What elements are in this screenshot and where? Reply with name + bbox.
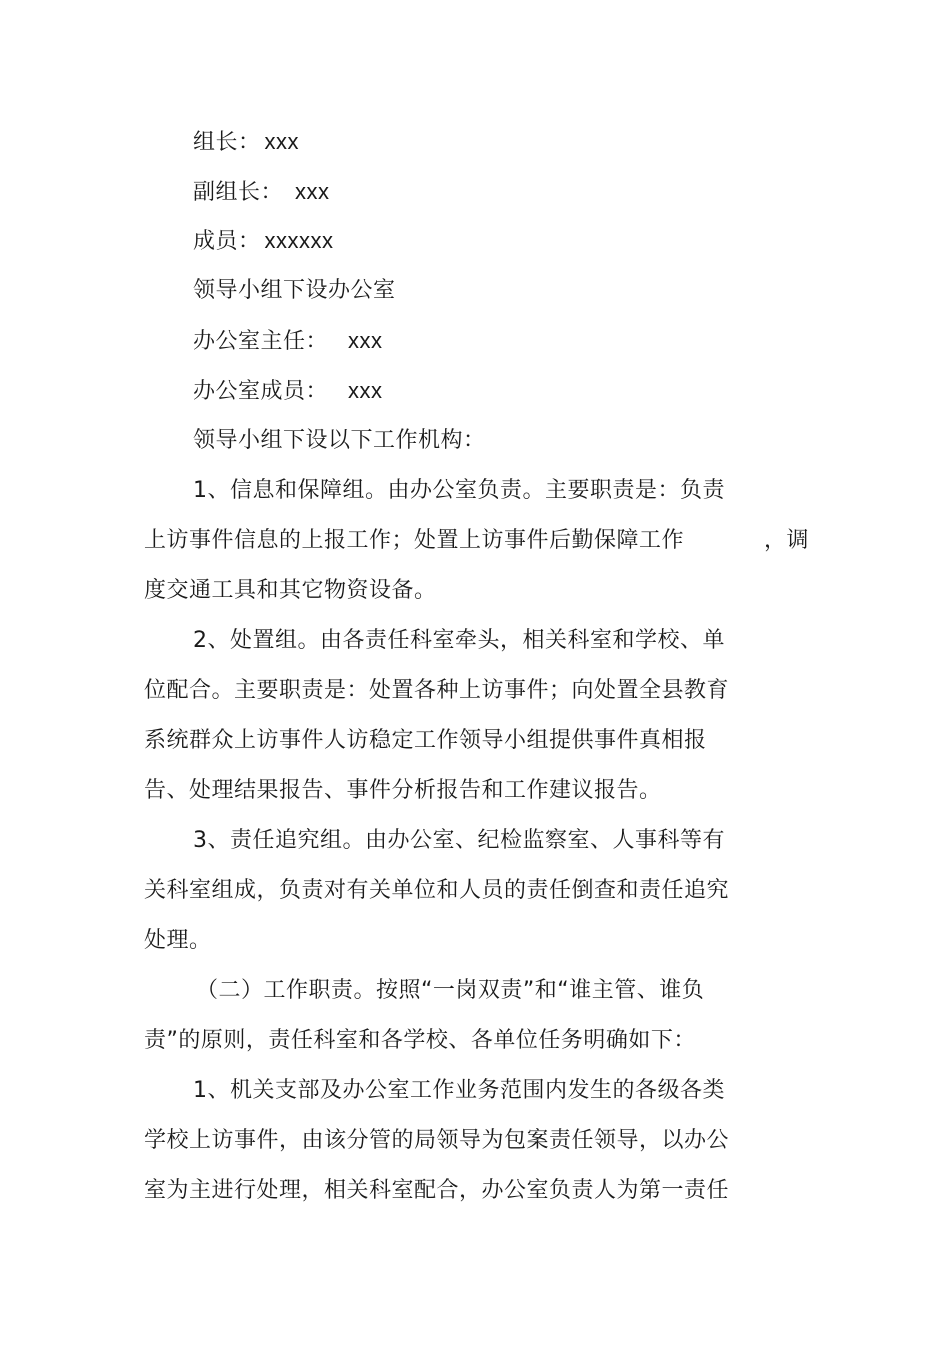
body-line: 系统群众上访事件人访稳定工作领导小组提供事件真相报	[144, 728, 707, 753]
members-line	[193, 226, 334, 257]
body-line: 处理。	[144, 928, 212, 953]
leader-line	[193, 127, 299, 158]
body-line: 位配合。主要职责是：处置各种上访事件；向处置全县教育	[144, 678, 730, 703]
body-line: 1、机关支部及办公室工作业务范围内发生的各级各类	[193, 1078, 725, 1103]
body-line: 告、处理结果报告、事件分析报告和工作建议报告。	[144, 778, 662, 803]
office-director-label: 办公室主任：	[193, 329, 329, 354]
body-line: （二）工作职责。按照“一岗双责”和“谁主管、谁负	[196, 978, 705, 1003]
office-heading: 领导小组下设办公室	[193, 278, 396, 303]
office-members-value: xxx	[348, 378, 383, 403]
body-line: 3、责任追究组。由办公室、纪检监察室、人事科等有	[193, 828, 725, 853]
office-members-line	[193, 376, 383, 407]
body-line: 室为主进行处理，相关科室配合，办公室负责人为第一责任	[144, 1178, 730, 1203]
office-director-value: xxx	[348, 328, 383, 353]
body-line: 关科室组成，负责对有关单位和人员的责任倒查和责任追究	[144, 878, 730, 903]
leader-value: xxx	[264, 129, 300, 154]
members-label: 成员：	[193, 229, 261, 254]
deputy-label: 副组长：	[193, 180, 284, 205]
body-line: 2、处置组。由各责任科室牵头，相关科室和学校、单	[193, 628, 725, 653]
body-line: 度交通工具和其它物资设备。	[144, 578, 437, 603]
deputy-leader-line	[193, 177, 330, 208]
leader-label: 组长：	[193, 130, 261, 155]
members-value: xxxxxx	[264, 228, 334, 253]
body-line: 上访事件信息的上报工作；处置上访事件后勤保障工作	[144, 528, 685, 553]
body-line: ，调	[764, 528, 810, 553]
body-line: 1、信息和保障组。由办公室负责。主要职责是：负责	[193, 478, 725, 503]
deputy-value: xxx	[295, 179, 330, 204]
body-line: 责”的原则，责任科室和各学校、各单位任务明确如下：	[144, 1028, 696, 1053]
office-director-line	[193, 326, 383, 357]
office-members-label: 办公室成员：	[193, 379, 329, 404]
bodies-heading: 领导小组下设以下工作机构：	[193, 428, 486, 453]
body-line: 学校上访事件，由该分管的局领导为包案责任领导，以办公	[144, 1128, 730, 1153]
